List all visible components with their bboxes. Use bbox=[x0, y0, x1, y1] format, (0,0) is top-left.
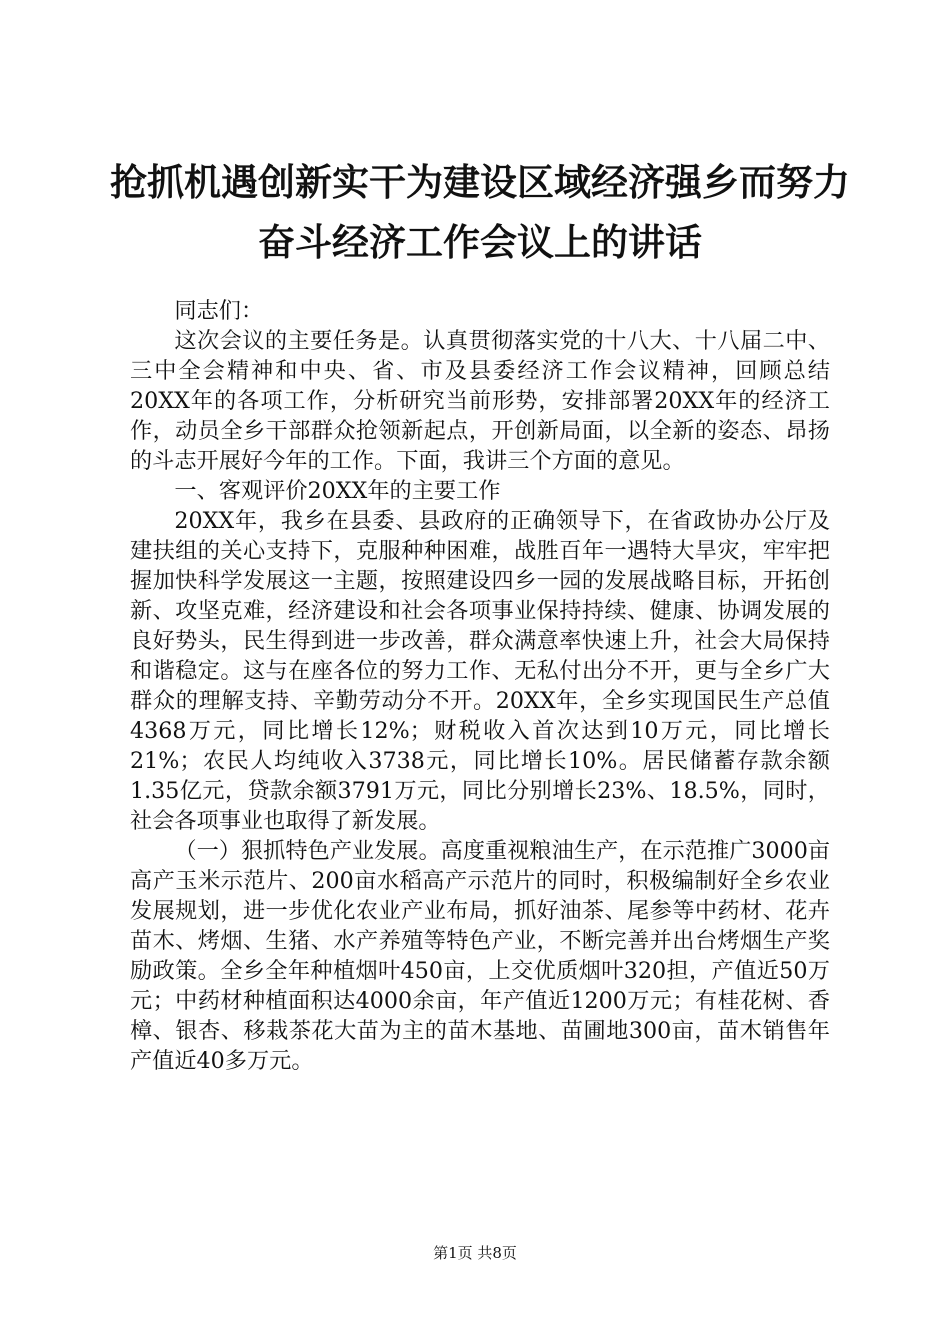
document-title-line-1: 抢抓机遇创新实干为建设区域经济强乡而努力 bbox=[110, 161, 850, 204]
paragraph-intro: 这次会议的主要任务是。认真贯彻落实党的十八大、十八届二中、三中全会精神和中央、省、市及县委经济工作会议精神，回顾总结20XX年的各项工作，分析研究当前形势，安排部署20XX年的经济工作，动员全乡干部群众抢领新起点，开创新局面，以全新的姿态、昂扬的斗志开展好今年的工作。下面，我讲三个方面的意见。 bbox=[130, 328, 830, 474]
section-heading: 一、客观评价20XX年的主要工作 bbox=[174, 478, 501, 504]
document-title-line-2: 奋斗经济工作会议上的讲话 bbox=[258, 221, 702, 264]
paragraph-industry: （一）狠抓特色产业发展。高度重视粮油生产，在示范推广3000亩高产玉米示范片、200亩水稻高产示范片的同时，积极编制好全乡农业发展规划，进一步优化农业产业布局，抓好油茶、尾参等中药材、花卉苗木、烤烟、生猪、水产养殖等特色产业，不断完善并出台烤烟生产奖励政策。全乡全年种植烟叶450亩，上交优质烟叶320担，产值近50万元；中药材种植面积达4000余亩，年产值近1200万元；有桂花树、香樟、银杏、移栽茶花大苗为主的苗木基地、苗圃地300亩，苗木销售年产值近40多万元。 bbox=[130, 838, 830, 1074]
page-footer: 第1页 共8页 bbox=[433, 1244, 517, 1262]
salutation: 同志们： bbox=[174, 298, 264, 324]
document-body bbox=[130, 296, 830, 1076]
paragraph-review: 20XX年，我乡在县委、县政府的正确领导下，在省政协办公厅及建扶组的关心支持下，克服种种困难，战胜百年一遇特大旱灾，牢牢把握加快科学发展这一主题，按照建设四乡一园的发展战略目标，开拓创新、攻坚克难，经济建设和社会各项事业保持持续、健康、协调发展的良好势头，民生得到进一步改善，群众满意率快速上升，社会大局保持和谐稳定。这与在座各位的努力工作、无私付出分不开，更与全乡广大群众的理解支持、辛勤劳动分不开。20XX年，全乡实现国民生产总值4368万元，同比增长12%；财税收入首次达到10万元，同比增长21%；农民人均纯收入3738元，同比增长10%。居民储蓄存款余额1.35亿元，贷款余额3791万元，同比分别增长23%、18.5%，同时，社会各项事业也取得了新发展。 bbox=[130, 508, 830, 834]
